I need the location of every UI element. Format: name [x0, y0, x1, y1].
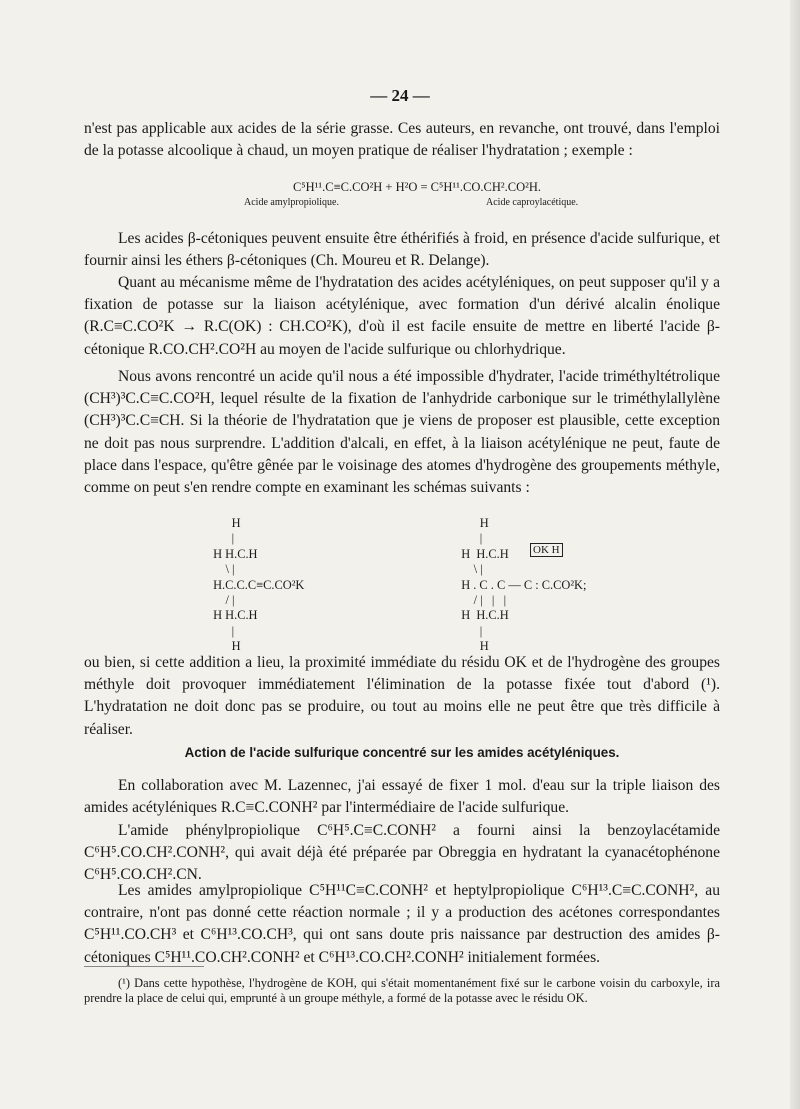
scan-edge — [790, 0, 800, 1109]
equation-formula: C⁵H¹¹.C≡C.CO²H + H²O = C⁵H¹¹.CO.CH².CO²H. — [292, 180, 542, 194]
schema-ok-box — [530, 540, 563, 558]
page-number: — 24 — — [370, 86, 430, 105]
paragraph-trimethyl: Nous avons rencontré un acide qu'il nous a été impossible d'hydrater, l'acide triméthyltétrolique (CH³)³C.C≡C.CO²H, lequel résulte de la fixation de l'anhydride carbonique sur le triméthylallylène (CH³)³C.C≡CH. Si la théorie de l'hydratation que je viens de proposer est plausible, cette exception ne doit pas nous surprendre. L'addition d'alcali, en effet, à la liaison acétylénique ne peut, faute de place dans l'espace, qu'être gênée par le voisinage des atomes d'hydrogène des groupements méthyle, comme on peut s'en rendre compte en examinant les schémas suivants : — [84, 368, 720, 497]
schema-ok-label: OK H — [530, 543, 563, 557]
paragraph-lazennec: En collaboration avec M. Lazennec, j'ai essayé de fixer 1 mol. d'eau sur la triple liaison des amides acétyléniques R.C≡C.CONH² par l'intermédiaire de l'acide sulfurique. — [84, 777, 720, 817]
equation-name-left: Acide amylpropiolique. — [244, 197, 339, 208]
paragraph-mecanisme: Quant au mécanisme même de l'hydratation des acides acétyléniques, on peut supposer qu'il y a fixation de potasse sur la liaison acétylénique, avec formation d'un dérivé alcalin énolique (R.C≡C.CO²K → R.C(OK) : CH.CO²K), d'où il est facile ensuite de mettre en liberté l'acide β-cétonique R.CO.CH².CO²H au moyen de l'acide sulfurique ou chlorhydrique. — [84, 274, 720, 358]
paragraph-phenylpropiolique: L'amide phénylpropiolique C⁶H⁵.C≡C.CONH² a fourni ainsi la benzoylacétamide C⁶H⁵.CO.CH².CONH², qui avait déjà été préparée par Obreggia en hydratant la cyanacétophénone C⁶H⁵.CO.CH².CN. — [84, 822, 720, 884]
equation-name-right: Acide caproylacétique. — [486, 197, 579, 208]
equation — [84, 179, 720, 208]
section-heading: Action de l'acide sulfurique concentré sur les amides acétyléniques. — [184, 745, 620, 760]
footnote: (¹) Dans cette hypothèse, l'hydrogène de KOH, qui s'était momentanément fixé sur le carbone voisin du carboxyle, ira prendre la place de celui qui, emprunté à un groupe méthyle, a formé de la potasse avec le résidu OK. — [84, 976, 720, 1005]
schema-left: H | H H.C.H \ | H.C.C.C≡C.CO²K / | H H.C.H | H — [213, 516, 305, 654]
footnote-rule — [84, 966, 204, 967]
schema-right: H | H H.C.H \ | H . C . C — C : C.CO²K; / | | | H H.C.H | H — [461, 516, 587, 654]
paragraph-amylpropiolique: Les amides amylpropiolique C⁵H¹¹C≡C.CONH² et heptylpropiolique C⁶H¹³.C≡C.CONH², au contraire, n'ont pas donné cette réaction normale ; il y a production des acétones correspondantes C⁵H¹¹.CO.CH³ et C⁶H¹³.CO.CH³, qui ont sans doute pris naissance par destruction des amides β-cétoniques C⁵H¹¹.CO.CH².CONH² et C⁶H¹³.CO.CH².CONH² initialement formées. — [84, 882, 720, 966]
paragraph-intro: n'est pas applicable aux acides de la série grasse. Ces auteurs, en revanche, ont trouvé, dans l'emploi de la potasse alcoolique à chaud, un moyen pratique de réaliser l'hydratation ; exemple : — [84, 120, 720, 160]
paragraph-addition: ou bien, si cette addition a lieu, la proximité immédiate du résidu OK et de l'hydrogène des groupes méthyle doit provoquer immédiatement l'élimination de la potasse fixée tout d'abord (¹). L'hydratation ne doit donc pas se produire, ou tout au moins elle ne peut être que très difficile à réaliser. — [84, 654, 720, 738]
paragraph-beta-cetoniques: Les acides β-cétoniques peuvent ensuite être éthérifiés à froid, en présence d'acide sulfurique, et fournir ainsi les éthers β-cétoniques (Ch. Moureu et R. Delange). — [84, 230, 720, 270]
